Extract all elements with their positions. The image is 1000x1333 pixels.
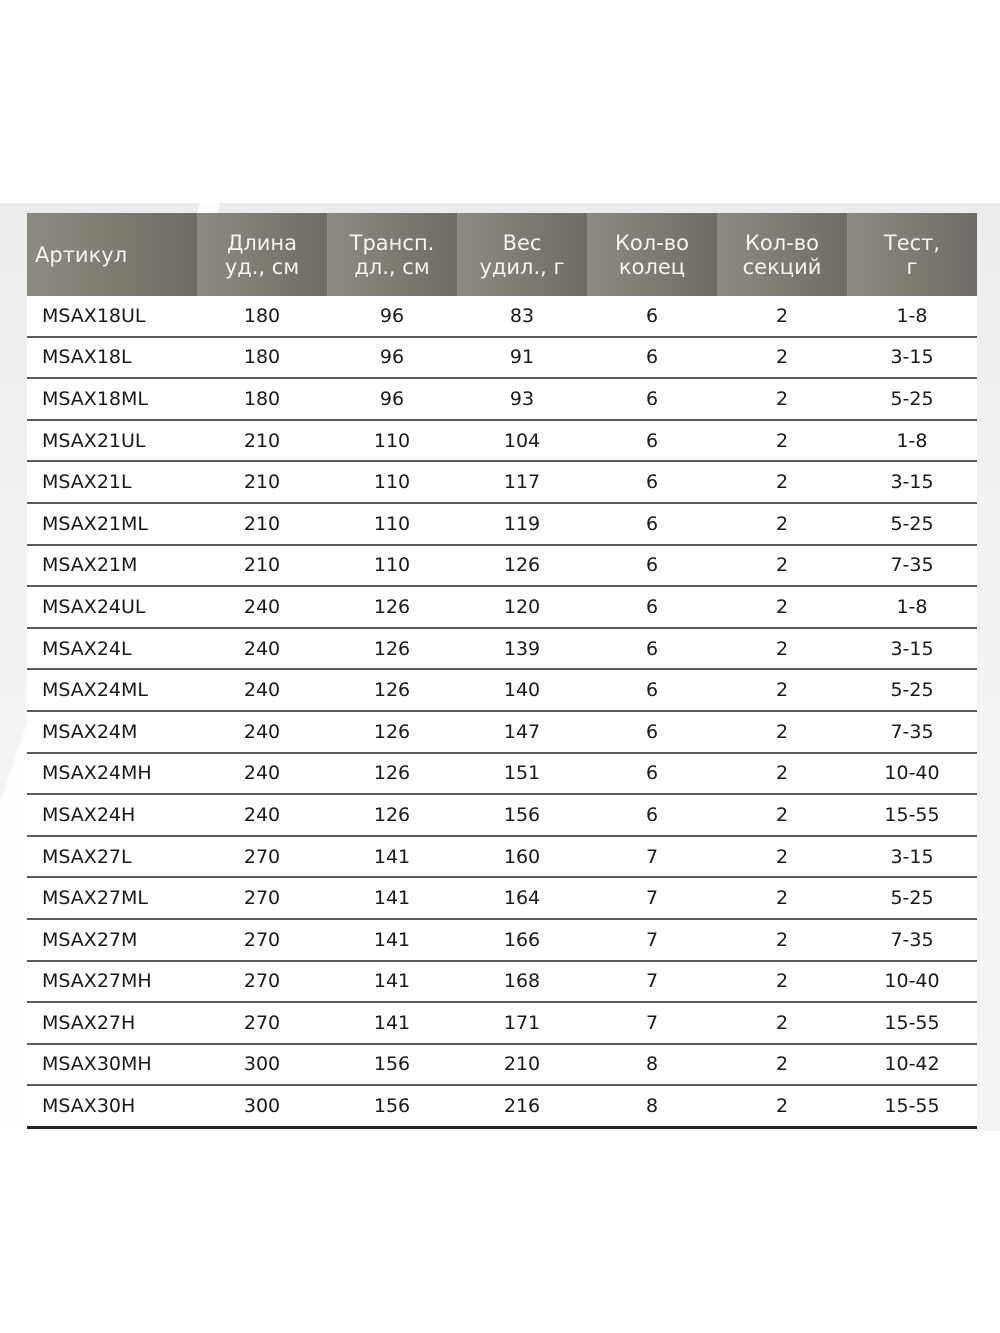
sections-cell: 2 (717, 628, 847, 670)
transport-length-cell: 126 (327, 794, 457, 836)
length-cell: 270 (197, 836, 327, 878)
table-body (27, 296, 977, 1127)
rings-cell: 7 (587, 919, 717, 961)
transport-length-cell: 96 (327, 296, 457, 337)
weight-cell: 120 (457, 586, 587, 628)
header-label-line: Вес (502, 230, 542, 255)
sections-cell: 2 (717, 461, 847, 503)
length-cell: 270 (197, 961, 327, 1003)
header-label-line: Трансп. (349, 230, 435, 255)
header-label-line: колец (618, 254, 686, 279)
sections-cell: 2 (717, 1044, 847, 1086)
test-cell: 7-35 (847, 711, 977, 753)
article-cell: MSAX24UL (27, 586, 197, 628)
article-cell: MSAX27H (27, 1002, 197, 1044)
table-header (27, 213, 977, 296)
rings-cell: 8 (587, 1085, 717, 1127)
table-row (27, 836, 977, 878)
transport-length-cell: 110 (327, 545, 457, 587)
weight-cell: 160 (457, 836, 587, 878)
test-cell: 7-35 (847, 919, 977, 961)
article-cell: MSAX24MH (27, 753, 197, 795)
length-cell: 210 (197, 545, 327, 587)
transport-length-cell: 141 (327, 1002, 457, 1044)
length-cell: 240 (197, 628, 327, 670)
specs-table (27, 213, 977, 1129)
transport-length-cell: 141 (327, 919, 457, 961)
weight-cell: 119 (457, 503, 587, 545)
weight-cell: 171 (457, 1002, 587, 1044)
table-row (27, 669, 977, 711)
length-cell: 270 (197, 919, 327, 961)
test-cell: 5-25 (847, 877, 977, 919)
test-cell: 1-8 (847, 420, 977, 462)
specs-table-container (27, 213, 977, 1129)
sections-cell: 2 (717, 1002, 847, 1044)
table-row (27, 961, 977, 1003)
header-article (27, 213, 197, 296)
header-label-line: уд., см (224, 254, 300, 279)
transport-length-cell: 126 (327, 628, 457, 670)
rings-cell: 7 (587, 961, 717, 1003)
weight-cell: 93 (457, 378, 587, 420)
transport-length-cell: 126 (327, 753, 457, 795)
header-label-line: удил., г (479, 254, 565, 279)
rings-cell: 7 (587, 836, 717, 878)
sections-cell: 2 (717, 919, 847, 961)
table-row (27, 919, 977, 961)
table-row (27, 503, 977, 545)
rings-cell: 7 (587, 1002, 717, 1044)
test-cell: 3-15 (847, 836, 977, 878)
weight-cell: 166 (457, 919, 587, 961)
sections-cell: 2 (717, 877, 847, 919)
header-rings-count (587, 213, 717, 296)
test-cell: 7-35 (847, 545, 977, 587)
sections-cell: 2 (717, 711, 847, 753)
sections-cell: 2 (717, 836, 847, 878)
table-row (27, 420, 977, 462)
rings-cell: 6 (587, 586, 717, 628)
length-cell: 210 (197, 461, 327, 503)
test-cell: 3-15 (847, 337, 977, 379)
length-cell: 180 (197, 296, 327, 337)
article-cell: MSAX27M (27, 919, 197, 961)
test-cell: 1-8 (847, 296, 977, 337)
rings-cell: 6 (587, 461, 717, 503)
transport-length-cell: 126 (327, 669, 457, 711)
header-row (27, 213, 977, 296)
sections-cell: 2 (717, 378, 847, 420)
transport-length-cell: 96 (327, 337, 457, 379)
sections-cell: 2 (717, 420, 847, 462)
article-cell: MSAX21ML (27, 503, 197, 545)
article-cell: MSAX27ML (27, 877, 197, 919)
length-cell: 240 (197, 794, 327, 836)
weight-cell: 168 (457, 961, 587, 1003)
header-transport-length (327, 213, 457, 296)
article-cell: MSAX18ML (27, 378, 197, 420)
article-cell: MSAX27L (27, 836, 197, 878)
article-cell: MSAX18L (27, 337, 197, 379)
header-sections-count (717, 213, 847, 296)
header-label-line: дл., см (354, 254, 430, 279)
weight-cell: 140 (457, 669, 587, 711)
rings-cell: 7 (587, 877, 717, 919)
table-row (27, 461, 977, 503)
rings-cell: 6 (587, 503, 717, 545)
rings-cell: 6 (587, 337, 717, 379)
transport-length-cell: 156 (327, 1044, 457, 1086)
rings-cell: 6 (587, 794, 717, 836)
table-row (27, 794, 977, 836)
weight-cell: 210 (457, 1044, 587, 1086)
table-row (27, 586, 977, 628)
sections-cell: 2 (717, 669, 847, 711)
weight-cell: 147 (457, 711, 587, 753)
test-cell: 5-25 (847, 669, 977, 711)
length-cell: 240 (197, 586, 327, 628)
transport-length-cell: 141 (327, 877, 457, 919)
header-label-line: Кол-во (615, 230, 689, 255)
rings-cell: 6 (587, 296, 717, 337)
article-cell: MSAX24ML (27, 669, 197, 711)
table-row (27, 1002, 977, 1044)
sections-cell: 2 (717, 545, 847, 587)
test-cell: 15-55 (847, 1002, 977, 1044)
length-cell: 240 (197, 669, 327, 711)
article-cell: MSAX30MH (27, 1044, 197, 1086)
rings-cell: 6 (587, 420, 717, 462)
table-row (27, 753, 977, 795)
length-cell: 300 (197, 1044, 327, 1086)
article-cell: MSAX21M (27, 545, 197, 587)
rings-cell: 6 (587, 545, 717, 587)
test-cell: 15-55 (847, 794, 977, 836)
sections-cell: 2 (717, 961, 847, 1003)
sections-cell: 2 (717, 753, 847, 795)
test-cell: 10-40 (847, 753, 977, 795)
sections-cell: 2 (717, 1085, 847, 1127)
article-cell: MSAX27MH (27, 961, 197, 1003)
transport-length-cell: 156 (327, 1085, 457, 1127)
length-cell: 240 (197, 753, 327, 795)
table-row (27, 337, 977, 379)
rings-cell: 6 (587, 628, 717, 670)
length-cell: 300 (197, 1085, 327, 1127)
weight-cell: 126 (457, 545, 587, 587)
article-cell: MSAX24H (27, 794, 197, 836)
article-cell: MSAX30H (27, 1085, 197, 1127)
header-label-line: Тест, (883, 230, 941, 255)
sections-cell: 2 (717, 296, 847, 337)
test-cell: 5-25 (847, 378, 977, 420)
table-row (27, 1044, 977, 1086)
transport-length-cell: 110 (327, 420, 457, 462)
test-cell: 15-55 (847, 1085, 977, 1127)
header-length (197, 213, 327, 296)
sections-cell: 2 (717, 337, 847, 379)
transport-length-cell: 141 (327, 961, 457, 1003)
article-cell: MSAX18UL (27, 296, 197, 337)
article-cell: MSAX21L (27, 461, 197, 503)
transport-length-cell: 141 (327, 836, 457, 878)
table-row (27, 545, 977, 587)
weight-cell: 216 (457, 1085, 587, 1127)
rings-cell: 6 (587, 669, 717, 711)
weight-cell: 83 (457, 296, 587, 337)
weight-cell: 104 (457, 420, 587, 462)
weight-cell: 117 (457, 461, 587, 503)
test-cell: 10-40 (847, 961, 977, 1003)
header-label-line: г (906, 254, 918, 279)
transport-length-cell: 126 (327, 711, 457, 753)
length-cell: 210 (197, 420, 327, 462)
transport-length-cell: 110 (327, 503, 457, 545)
table-row (27, 1085, 977, 1127)
rings-cell: 6 (587, 753, 717, 795)
rings-cell: 6 (587, 711, 717, 753)
header-label-line: Длина (226, 230, 298, 255)
transport-length-cell: 96 (327, 378, 457, 420)
header-label-line: Кол-во (745, 230, 819, 255)
sections-cell: 2 (717, 794, 847, 836)
length-cell: 270 (197, 1002, 327, 1044)
transport-length-cell: 126 (327, 586, 457, 628)
test-cell: 5-25 (847, 503, 977, 545)
rings-cell: 8 (587, 1044, 717, 1086)
length-cell: 180 (197, 378, 327, 420)
test-cell: 1-8 (847, 586, 977, 628)
table-row (27, 628, 977, 670)
sections-cell: 2 (717, 503, 847, 545)
table-row (27, 378, 977, 420)
transport-length-cell: 110 (327, 461, 457, 503)
rings-cell: 6 (587, 378, 717, 420)
header-label-line: секций (742, 254, 822, 279)
length-cell: 180 (197, 337, 327, 379)
table-row (27, 296, 977, 337)
length-cell: 240 (197, 711, 327, 753)
table-row (27, 711, 977, 753)
test-cell: 10-42 (847, 1044, 977, 1086)
weight-cell: 164 (457, 877, 587, 919)
header-weight (457, 213, 587, 296)
test-cell: 3-15 (847, 628, 977, 670)
table-row (27, 877, 977, 919)
article-cell: MSAX21UL (27, 420, 197, 462)
length-cell: 210 (197, 503, 327, 545)
test-cell: 3-15 (847, 461, 977, 503)
weight-cell: 91 (457, 337, 587, 379)
sections-cell: 2 (717, 586, 847, 628)
weight-cell: 139 (457, 628, 587, 670)
weight-cell: 151 (457, 753, 587, 795)
article-cell: MSAX24L (27, 628, 197, 670)
header-test (847, 213, 977, 296)
article-cell: MSAX24M (27, 711, 197, 753)
header-label-line: Артикул (35, 242, 128, 267)
length-cell: 270 (197, 877, 327, 919)
weight-cell: 156 (457, 794, 587, 836)
